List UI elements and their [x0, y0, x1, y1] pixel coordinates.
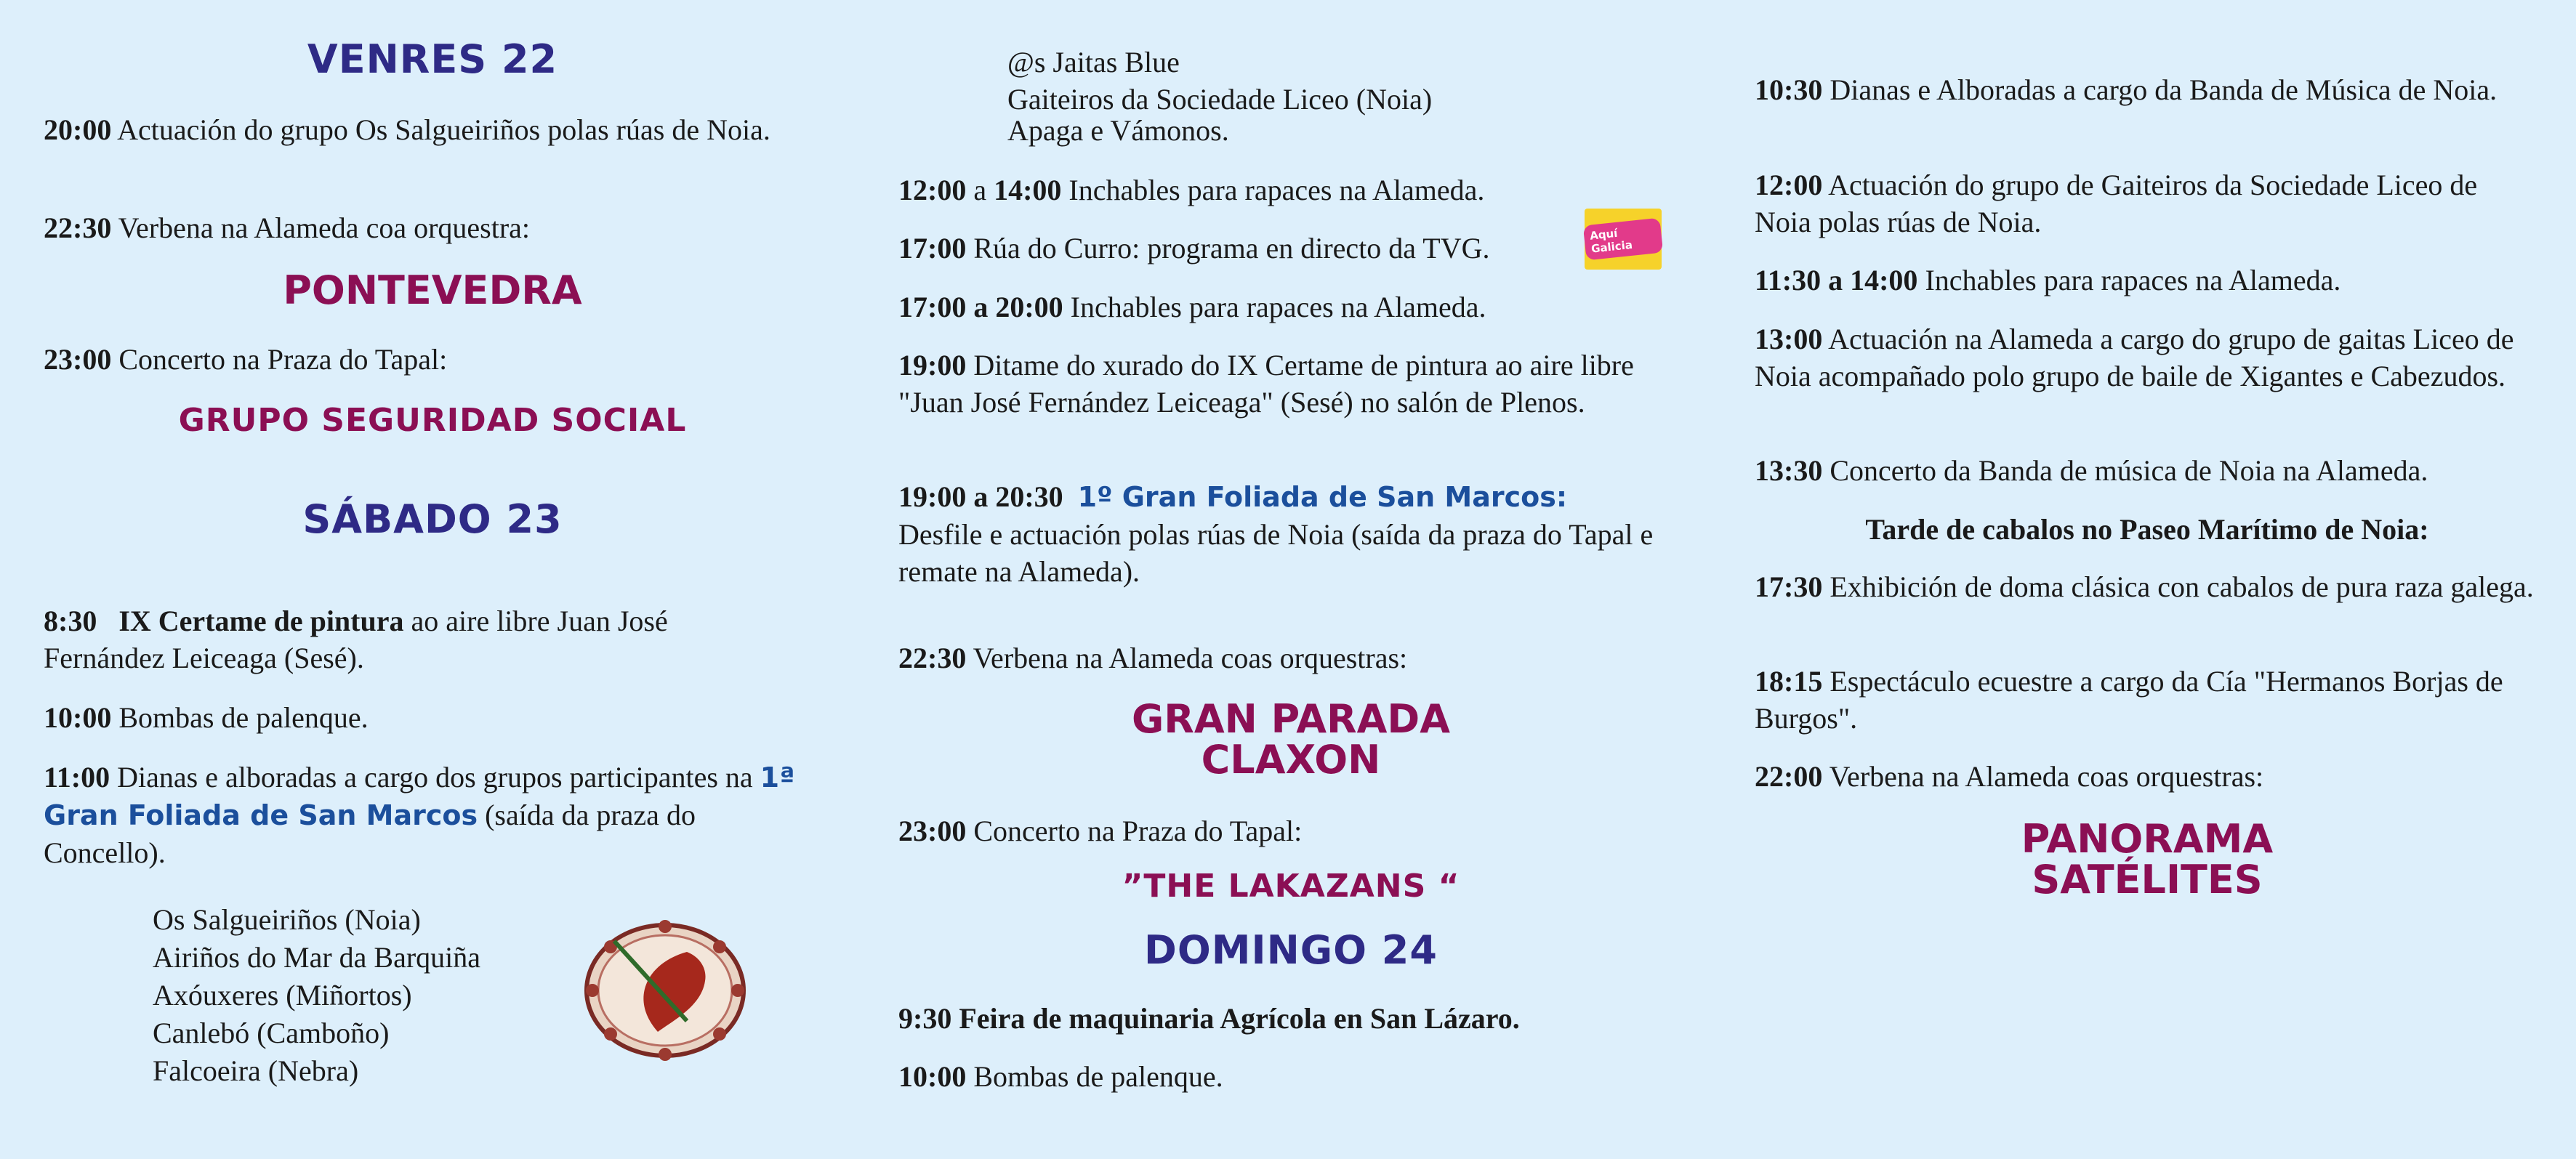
event-time: 19:00 — [898, 349, 967, 381]
event-time: 14:00 — [994, 174, 1062, 206]
event-time: 8:30 — [44, 605, 97, 637]
band-line: CLAXON — [1201, 737, 1381, 783]
event-sunday-1730 — [1755, 568, 2540, 605]
event-text: Inchables para rapaces na Alameda. — [1917, 264, 2341, 296]
event-time: 22:00 — [1755, 760, 1823, 793]
event-time: 20:00 — [44, 113, 112, 146]
event-text: Bombas de palenque. — [966, 1060, 1223, 1093]
event-time: 12:00 — [1755, 169, 1823, 201]
list-item: Gaiteiros da Sociedade Liceo (Noia) — [1007, 83, 1433, 116]
foliada-highlight: 1º Gran Foliada de San Marcos: — [1077, 481, 1568, 513]
foliada-highlight: 1ª Gran Foliada de San Marcos — [44, 762, 795, 831]
event-text: Desfile e actuación polas rúas de Noia (saída da praza do Tapal e remate na Alameda). — [898, 518, 1654, 588]
event-bold-title: IX Certame de pintura — [118, 605, 404, 637]
list-item: Os Salgueiriños (Noia) — [153, 903, 421, 936]
tambourine-icon — [578, 912, 752, 1065]
list-item: @s Jaitas Blue — [1007, 46, 1180, 78]
day-heading-saturday: SÁBADO 23 — [302, 496, 563, 542]
tvg-logo — [1585, 209, 1662, 270]
band-line: PANORAMA — [2021, 816, 2274, 862]
event-saturday-2230 — [898, 639, 1683, 677]
tvg-logo-text: Aquí Galicia — [1583, 218, 1663, 261]
event-text: Inchables para rapaces na Alameda. — [1061, 174, 1485, 206]
event-friday-2000 — [44, 111, 785, 148]
event-time: 22:30 — [898, 642, 967, 674]
event-text: Verbena na Alameda coas orquestras: — [1822, 760, 2264, 793]
event-text: Verbena na Alameda coas orquestras: — [966, 642, 1408, 674]
event-time: 19:00 a 20:30 — [898, 480, 1063, 513]
event-sunday-1130-1400 — [1755, 262, 2540, 299]
event-text: a — [966, 174, 994, 206]
event-time: 23:00 — [44, 343, 112, 376]
event-time: 17:00 a 20:00 — [898, 291, 1063, 323]
band-panorama-satelites — [1755, 816, 2540, 902]
band-line: SATÉLITES — [2032, 857, 2263, 902]
event-time: 10:00 — [898, 1060, 967, 1093]
event-text: Espectáculo ecuestre a cargo da Cía "Hermanos Borjas de Burgos". — [1755, 665, 2503, 735]
list-item: Canlebó (Camboño) — [153, 1017, 390, 1049]
event-sunday-1330 — [1755, 452, 2540, 489]
band-seguridad-social: GRUPO SEGURIDAD SOCIAL — [178, 402, 687, 439]
event-time: 10:30 — [1755, 73, 1823, 106]
event-saturday-1900-2030 — [898, 478, 1683, 590]
event-time: 12:00 — [898, 174, 967, 206]
event-friday-2300 — [44, 341, 785, 378]
event-time: 18:15 — [1755, 665, 1823, 698]
event-saturday-1000 — [44, 699, 785, 736]
event-text: Actuación na Alameda a cargo do grupo de gaitas Liceo de Noia acompañado polo grupo de baile de Xigantes e Cabezudos. — [1755, 323, 2514, 392]
event-time: 11:00 — [44, 761, 110, 793]
event-time: 17:30 — [1755, 570, 1823, 603]
event-saturday-1700 — [898, 230, 1596, 267]
event-text: Actuación do grupo Os Salgueiriños polas rúas de Noia. — [111, 113, 770, 146]
event-text: Rúa do Curro: programa en directo da TVG. — [966, 232, 1490, 264]
list-item: Apaga e Vámonos. — [1007, 114, 1229, 147]
event-saturday-0830 — [44, 602, 785, 677]
event-time: 23:00 — [898, 815, 967, 847]
event-text: (saída da praza do Concello). — [44, 799, 696, 869]
day-heading-friday: VENRES 22 — [307, 36, 558, 82]
band-line: GRAN PARADA — [1131, 696, 1451, 742]
event-sunday-2200 — [1755, 758, 2540, 795]
event-saturday-1900 — [898, 347, 1683, 421]
list-item: Airiños do Mar da Barquiña — [153, 941, 481, 974]
event-time: 13:00 — [1755, 323, 1823, 355]
event-text: Verbena na Alameda coa orquestra: — [111, 211, 531, 244]
event-text: Bombas de palenque. — [111, 701, 369, 734]
list-item: Axóuxeres (Miñortos) — [153, 979, 412, 1011]
list-item: Falcoeira (Nebra) — [153, 1054, 359, 1087]
band-the-lakazans: ”THE LAKAZANS “ — [1122, 868, 1460, 905]
event-sunday-1200 — [1755, 166, 2540, 241]
event-text: Concerto da Banda de música de Noia na Alameda. — [1822, 454, 2428, 487]
event-text: Inchables para rapaces na Alameda. — [1063, 291, 1486, 323]
event-saturday-1200 — [898, 171, 1683, 209]
event-saturday-2300 — [898, 812, 1683, 849]
event-time: 11:30 a 14:00 — [1755, 264, 1918, 296]
event-text: Ditame do xurado do IX Certame de pintura ao aire libre "Juan José Fernández Leiceaga" (Sesé) no salón de Plenos. — [898, 349, 1634, 419]
event-text: Dianas e alboradas a cargo dos grupos participantes na — [110, 761, 760, 793]
event-sunday-1000 — [898, 1058, 1683, 1095]
day-heading-sunday: DOMINGO 24 — [1144, 927, 1438, 973]
event-text: Concerto na Praza do Tapal: — [111, 343, 448, 376]
event-time: 13:30 — [1755, 454, 1823, 487]
event-sunday-1815 — [1755, 663, 2540, 737]
event-friday-2230 — [44, 209, 785, 246]
event-text: Exhibición de doma clásica con cabalos de pura raza galega. — [1822, 570, 2534, 603]
event-sunday-1300 — [1755, 320, 2540, 395]
event-sunday-1030 — [1755, 71, 2540, 108]
band-gran-parada-claxon — [898, 696, 1683, 783]
subheading-horse-afternoon: Tarde de cabalos no Paseo Marítimo de Noia: — [1865, 513, 2429, 546]
event-time: 17:00 — [898, 232, 967, 264]
event-text: Actuación do grupo de Gaiteiros da Sociedade Liceo de Noia polas rúas de Noia. — [1755, 169, 2478, 238]
event-text: Dianas e Alboradas a cargo da Banda de Música de Noia. — [1822, 73, 2497, 106]
event-time: 22:30 — [44, 211, 112, 244]
participant-groups-list-continued — [1007, 44, 1662, 147]
event-saturday-1100 — [44, 759, 814, 871]
event-text: Concerto na Praza do Tapal: — [966, 815, 1303, 847]
event-time: 10:00 — [44, 701, 112, 734]
event-sunday-0930: 9:30 Feira de maquinaria Agrícola en San Lázaro. — [898, 1002, 1520, 1035]
event-saturday-1700-2000 — [898, 288, 1683, 326]
participant-groups-list — [153, 901, 589, 1090]
event-text: ao aire libre Juan José Fernández Leiceaga (Sesé). — [44, 605, 668, 674]
band-pontevedra: PONTEVEDRA — [283, 267, 582, 313]
